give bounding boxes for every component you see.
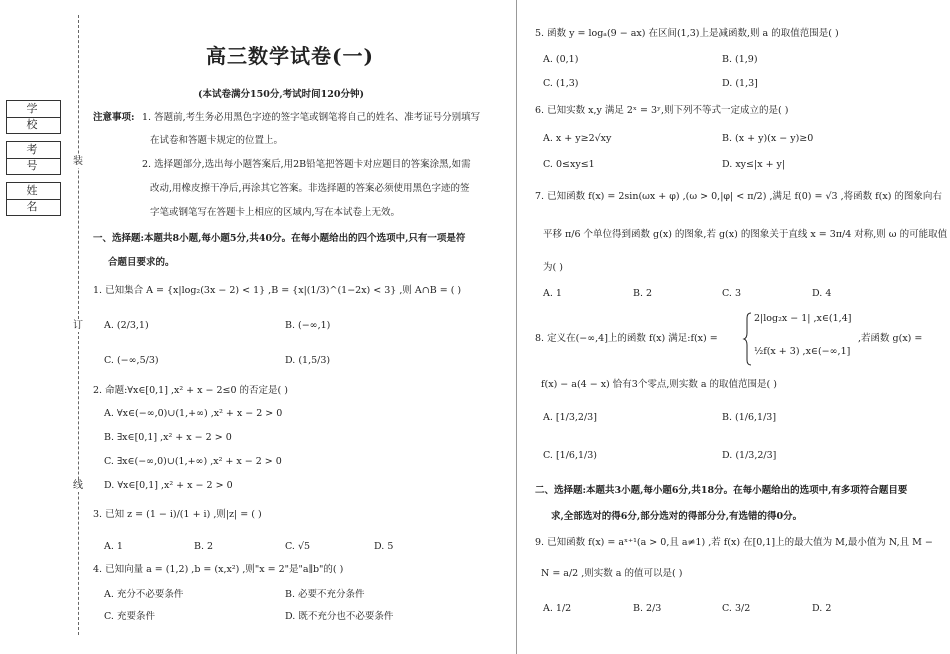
binding-mark-xian: 线	[73, 480, 83, 491]
q5-option-b[interactable]: B. (1,9)	[722, 54, 758, 65]
q5-option-d[interactable]: D. (1,3]	[722, 78, 758, 89]
section-2-heading-line-2: 求,全部选对的得6分,部分选对的得部分分,有选错的得0分。	[551, 511, 803, 522]
q4-option-a[interactable]: A. 充分不必要条件	[104, 589, 184, 600]
binding-mark-zhuang: 装	[73, 156, 83, 167]
q8-option-c[interactable]: C. [1/6,1/3)	[543, 450, 597, 461]
q4-option-b[interactable]: B. 必要不充分条件	[285, 589, 365, 600]
q9-option-b[interactable]: B. 2/3	[633, 603, 662, 614]
q1-option-b[interactable]: B. (−∞,1)	[285, 320, 331, 331]
q9-stem-line-2: N = a/2 ,则实数 a 的值可以是( )	[541, 568, 683, 579]
school-label: 学 校	[7, 101, 60, 118]
name-label: 姓 名	[7, 183, 60, 200]
q7-option-a[interactable]: A. 1	[543, 288, 562, 299]
q3-stem: 3. 已知 z = (1 − i)/(1 + i) ,则|z| = ( )	[93, 509, 262, 520]
note-2-line-3: 字笔或钢笔写在答题卡上相应的区域内,写在本试卷上无效。	[150, 207, 401, 218]
q1-stem: 1. 已知集合 A = {x|log₂(3x − 2) < 1} ,B = {x|(1/3)^(1−2x) < 3} ,则 A∩B = ( )	[93, 285, 462, 296]
q1-option-c[interactable]: C. (−∞,5/3)	[104, 355, 159, 366]
q2-option-c[interactable]: C. ∃x∈(−∞,0)∪(1,+∞) ,x² + x − 2 > 0	[104, 456, 282, 467]
q8-stem-prefix: 8. 定义在(−∞,4]上的函数 f(x) 满足:f(x) =	[535, 333, 718, 344]
q5-option-a[interactable]: A. (0,1)	[543, 54, 579, 65]
q7-stem-line-2: 平移 π/6 个单位得到函数 g(x) 的图象,若 g(x) 的图象关于直线 x = 3π/4 对称,则 ω 的可能取值	[543, 229, 948, 240]
notes-label: 注意事项:	[93, 112, 135, 123]
q3-option-d[interactable]: D. 5	[374, 541, 394, 552]
q9-stem-line-1: 9. 已知函数 f(x) = aˣ⁺¹(a > 0,且 a≠1) ,若 f(x) 在[0,1]上的最大值为 M,最小值为 N,且 M −	[535, 537, 933, 548]
q6-option-c[interactable]: C. 0≤xy≤1	[543, 159, 595, 170]
section-1-heading-line-2: 合题目要求的。	[108, 257, 175, 268]
note-1-line-1: 1. 答题前,考生务必用黑色字迹的签字笔或钢笔将自己的姓名、准考证号分别填写	[142, 112, 481, 123]
q6-option-a[interactable]: A. x + y≥2√xy	[543, 133, 612, 144]
binding-mark-ding: 订	[73, 320, 83, 331]
q5-option-c[interactable]: C. (1,3)	[543, 78, 579, 89]
section-1-heading-line-1: 一、选择题:本题共8小题,每小题5分,共40分。在每小题给出的四个选项中,只有一项是符	[93, 233, 466, 244]
q9-option-c[interactable]: C. 3/2	[722, 603, 751, 614]
q8-stem-line-2: f(x) − a(4 − x) 恰有3个零点,则实数 a 的取值范围是( )	[541, 379, 777, 390]
q3-option-a[interactable]: A. 1	[104, 541, 123, 552]
q2-stem: 2. 命题:∀x∈[0,1] ,x² + x − 2≤0 的否定是( )	[93, 385, 288, 396]
exam-number-label: 考 号	[7, 142, 60, 159]
note-2-line-1: 2. 选择题部分,选出每小题答案后,用2B铅笔把答题卡对应题目的答案涂黑,如需	[142, 159, 471, 170]
q4-option-d[interactable]: D. 既不充分也不必要条件	[285, 611, 394, 622]
q8-option-b[interactable]: B. (1/6,1/3]	[722, 412, 777, 423]
q2-option-d[interactable]: D. ∀x∈[0,1] ,x² + x − 2 > 0	[104, 480, 233, 491]
q1-option-a[interactable]: A. (2/3,1)	[104, 320, 149, 331]
q8-stem-suffix: ,若函数 g(x) =	[858, 333, 923, 344]
q7-stem-line-1: 7. 已知函数 f(x) = 2sin(ωx + φ) ,(ω > 0,|φ| < π/2) ,满足 f(0) = √3 ,将函数 f(x) 的图象向右	[535, 191, 942, 202]
q6-option-d[interactable]: D. xy≤|x + y|	[722, 159, 786, 170]
section-2-heading-line-1: 二、选择题:本题共3小题,每小题6分,共18分。在每小题给出的选项中,有多项符合题目要	[535, 485, 908, 496]
q6-stem: 6. 已知实数 x,y 满足 2ˣ = 3ʸ,则下列不等式一定成立的是( )	[535, 105, 789, 116]
q4-option-c[interactable]: C. 充要条件	[104, 611, 155, 622]
q7-stem-line-3: 为( )	[543, 262, 563, 273]
q8-option-d[interactable]: D. (1/3,2/3]	[722, 450, 777, 461]
q9-option-d[interactable]: D. 2	[812, 603, 832, 614]
q7-option-b[interactable]: B. 2	[633, 288, 653, 299]
note-2-line-2: 改动,用橡皮擦干净后,再涂其它答案。非选择题的答案必须使用黑色字迹的签	[150, 183, 470, 194]
note-1-line-2: 在试卷和答题卡规定的位置上。	[150, 135, 284, 146]
q5-stem: 5. 函数 y = logₐ(9 − ax) 在区间(1,3)上是减函数,则 a 的取值范围是( )	[535, 28, 839, 39]
q8-case-1: 2|log₂x − 1| ,x∈(1,4]	[754, 313, 852, 324]
q2-option-b[interactable]: B. ∃x∈[0,1] ,x² + x − 2 > 0	[104, 432, 232, 443]
page-subtitle: (本试卷满分150分,考试时间120分钟)	[198, 89, 364, 100]
q8-case-2: ½f(x + 3) ,x∈(−∞,1]	[754, 346, 851, 357]
page-title: 高三数学试卷(一)	[206, 44, 374, 68]
q9-option-a[interactable]: A. 1/2	[543, 603, 572, 614]
q6-option-b[interactable]: B. (x + y)(x − y)≥0	[722, 133, 814, 144]
q1-option-d[interactable]: D. (1,5/3)	[285, 355, 331, 366]
q3-option-c[interactable]: C. √5	[285, 541, 311, 552]
q7-option-c[interactable]: C. 3	[722, 288, 742, 299]
q4-stem: 4. 已知向量 a = (1,2) ,b = (x,x²) ,则"x = 2"是"a∥b"的( )	[93, 564, 344, 575]
q2-option-a[interactable]: A. ∀x∈(−∞,0)∪(1,+∞) ,x² + x − 2 > 0	[104, 408, 283, 419]
q8-option-a[interactable]: A. [1/3,2/3]	[543, 412, 597, 423]
q7-option-d[interactable]: D. 4	[812, 288, 832, 299]
q3-option-b[interactable]: B. 2	[194, 541, 214, 552]
